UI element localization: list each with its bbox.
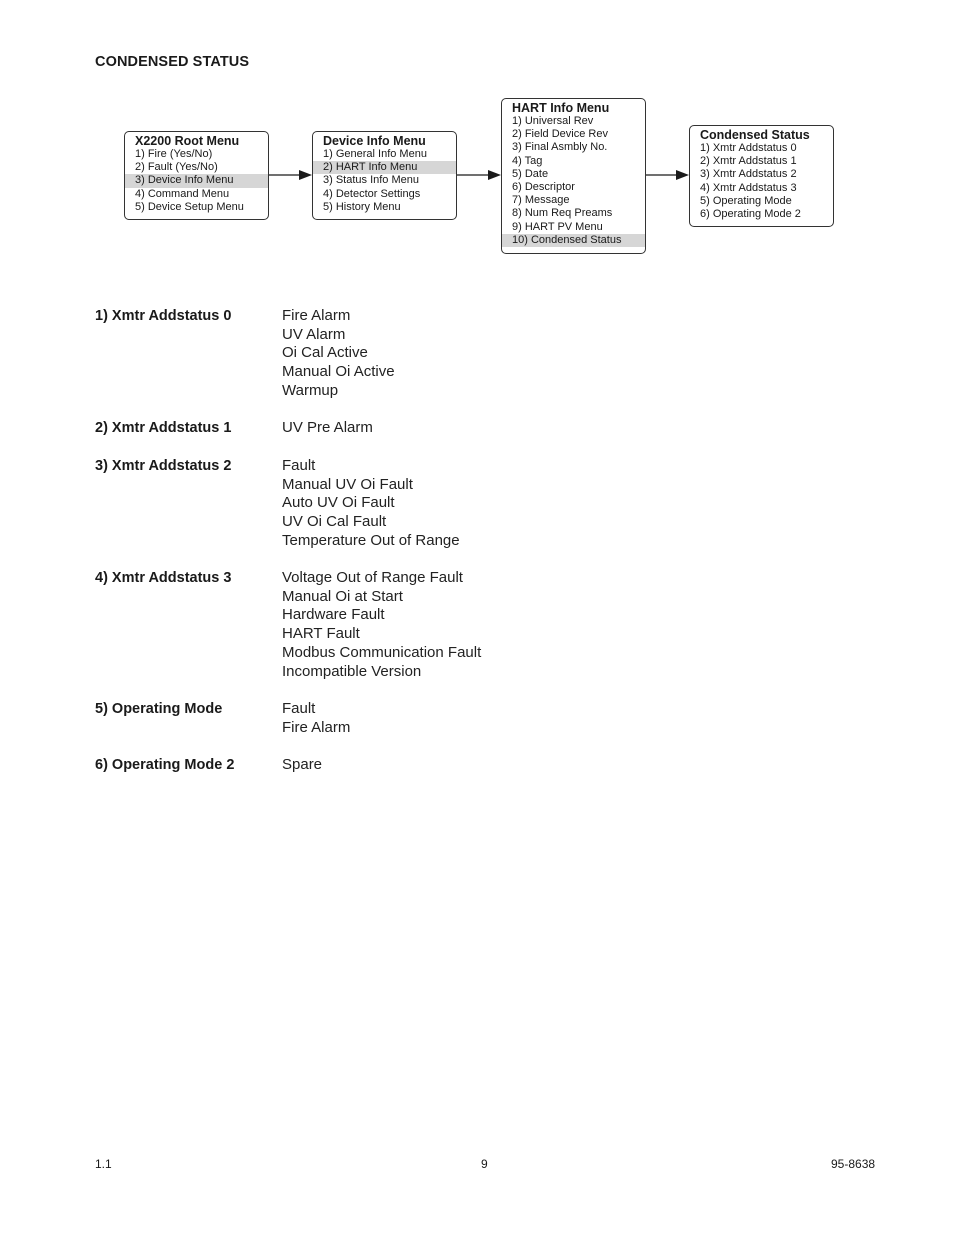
hart-info-menu-item: 7) Message xyxy=(512,194,570,207)
status-value: UV Pre Alarm xyxy=(282,419,373,436)
hart-info-menu-item: 4) Tag xyxy=(512,154,543,167)
condensed-status-menu-item: 2) Xmtr Addstatus 1 xyxy=(700,155,797,168)
status-label: 5) Operating Mode xyxy=(95,701,223,717)
status-label: 6) Operating Mode 2 xyxy=(95,757,235,773)
status-value: Modbus Communication Fault xyxy=(282,643,482,661)
status-value: Fault xyxy=(282,700,316,717)
status-values-list xyxy=(282,700,350,737)
arrowhead-hart-info-to-condensed-status xyxy=(676,170,689,180)
device-info-menu-item: 5) History Menu xyxy=(323,200,401,213)
arrowhead-device-info-to-hart-info xyxy=(488,170,501,180)
status-values-list xyxy=(282,569,481,681)
hart-info-menu-item: 9) HART PV Menu xyxy=(512,220,603,233)
status-values-list xyxy=(282,756,322,775)
hart-info-menu-item: 5) Date xyxy=(512,167,549,180)
status-value: Oi Cal Active xyxy=(282,344,368,362)
hart-info-menu-item: 1) Universal Rev xyxy=(512,115,594,127)
root-menu-item: 4) Command Menu xyxy=(135,187,230,200)
hart-info-menu-item-selected: 10) Condensed Status xyxy=(502,234,645,247)
condensed-status-menu-item: 5) Operating Mode xyxy=(700,194,792,207)
page-heading: CONDENSED STATUS xyxy=(95,54,250,70)
status-value: Fire Alarm xyxy=(282,307,351,324)
hart-info-menu-item: 6) Descriptor xyxy=(512,181,575,194)
condensed-status-menu-item: 1) Xmtr Addstatus 0 xyxy=(700,142,797,154)
footer-doc-number: 95-8638 xyxy=(831,1157,876,1171)
menu-flow-arrows xyxy=(0,0,954,300)
hart-info-menu-item: 2) Field Device Rev xyxy=(512,128,608,141)
hart-info-menu-title: HART Info Menu xyxy=(512,101,610,115)
root-menu-item-selected: 3) Device Info Menu xyxy=(125,174,268,187)
status-values-list xyxy=(282,457,460,551)
status-value: UV Oi Cal Fault xyxy=(282,513,387,531)
status-value: Manual UV Oi Fault xyxy=(282,475,413,493)
status-label: 1) Xmtr Addstatus 0 xyxy=(95,308,232,324)
condensed-status-menu-title: Condensed Status xyxy=(700,128,810,142)
status-value: Voltage Out of Range Fault xyxy=(282,569,463,586)
condensed-status-menu-item: 6) Operating Mode 2 xyxy=(700,208,801,221)
status-value: UV Alarm xyxy=(282,325,346,343)
root-menu-item: 2) Fault (Yes/No) xyxy=(135,161,218,174)
status-value: Fire Alarm xyxy=(282,718,351,736)
status-label: 4) Xmtr Addstatus 3 xyxy=(95,570,232,586)
status-value: Warmup xyxy=(282,381,339,399)
status-value: Manual Oi at Start xyxy=(282,587,403,605)
footer-revision: 1.1 xyxy=(95,1157,112,1171)
root-menu-item: 5) Device Setup Menu xyxy=(135,200,244,213)
status-value: Spare xyxy=(282,756,323,773)
device-info-menu-item: 3) Status Info Menu xyxy=(323,174,419,187)
condensed-status-menu-item: 3) Xmtr Addstatus 2 xyxy=(700,168,797,181)
device-info-menu-title: Device Info Menu xyxy=(323,134,426,148)
status-value: Temperature Out of Range xyxy=(282,531,460,549)
arrowhead-root-to-device-info xyxy=(299,170,312,180)
device-info-menu-item: 1) General Info Menu xyxy=(323,148,427,160)
status-label: 3) Xmtr Addstatus 2 xyxy=(95,458,232,474)
hart-info-menu-item: 3) Final Asmbly No. xyxy=(512,141,608,154)
status-value: Auto UV Oi Fault xyxy=(282,494,395,512)
status-values-list xyxy=(282,307,395,401)
status-value: Manual Oi Active xyxy=(282,363,395,381)
condensed-status-menu-item: 4) Xmtr Addstatus 3 xyxy=(700,181,797,194)
root-menu-title: X2200 Root Menu xyxy=(135,134,240,148)
footer-page-number: 9 xyxy=(481,1157,488,1171)
status-label: 2) Xmtr Addstatus 1 xyxy=(95,420,232,436)
status-value: Hardware Fault xyxy=(282,606,385,624)
status-value: Incompatible Version xyxy=(282,662,422,680)
status-value: Fault xyxy=(282,457,316,474)
status-value: HART Fault xyxy=(282,625,360,643)
status-values-list xyxy=(282,419,373,438)
root-menu-item: 1) Fire (Yes/No) xyxy=(135,148,213,160)
hart-info-menu-item: 8) Num Req Preams xyxy=(512,207,613,220)
device-info-menu-item-selected: 2) HART Info Menu xyxy=(313,161,456,174)
device-info-menu-item: 4) Detector Settings xyxy=(323,187,421,200)
